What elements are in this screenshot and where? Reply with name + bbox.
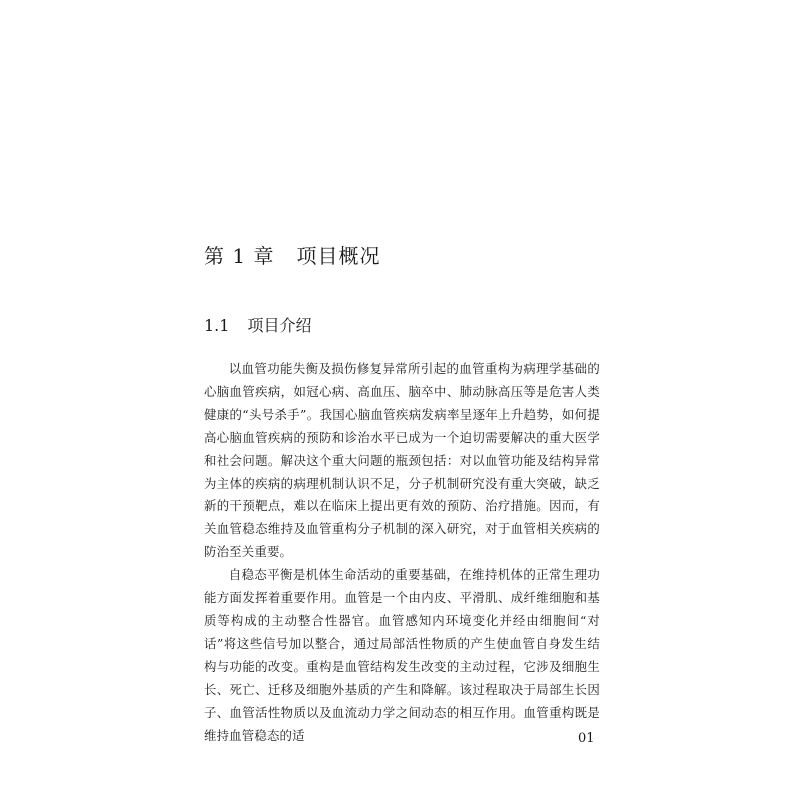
chapter-number: 第 1 章 — [204, 244, 275, 268]
paragraph-1: 以血管功能失衡及损伤修复异常所引起的血管重构为病理学基础的心脑血管疾病，如冠心病、高血压、脑卒中、肺动脉高压等是危害人类健康的“头号杀手”。我国心脑血管疾病发病率呈逐年上升趋势，如何提高心脑血管疾病的预防和诊治水平已成为一个迫切需要解决的重大医学和社会问题。解决这个重大问题的瓶颈包括：对以血管功能及结构异常为主体的疾病的病理机制认识不足，分子机制研究没有重大突破，缺乏新的干预靶点，难以在临床上提出更有效的预防、治疗措施。因而，有关血管稳态维持及血管重构分子机制的深入研究，对于血管相关疾病的防治至关重要。 — [204, 361, 600, 560]
chapter-title-text: 项目概况 — [296, 244, 381, 268]
chapter-heading — [204, 240, 380, 269]
section-heading — [204, 313, 311, 336]
page-number: 01 — [578, 731, 595, 746]
paragraph-2: 自稳态平衡是机体生命活动的重要基础，在维持机体的正常生理功能方面发挥着重要作用。血管是一个由内皮、平滑肌、成纤维细胞和基质等构成的主动整合性器官。血管感知内环境变化并经由细胞间“对话”将这些信号加以整合，通过局部活性物质的产生使血管自身发生结构与功能的改变。重构是血管结构发生改变的主动过程，它涉及细胞生长、死亡、迁移及细胞外基质的产生和降解。该过程取决于局部生长因子、血管活性物质以及血流动力学之间动态的相互作用。血管重构既是维持血管稳态的适 — [204, 567, 600, 743]
section-number: 1.1 — [204, 316, 230, 335]
body-text — [204, 358, 600, 747]
section-title-text: 项目介绍 — [247, 316, 312, 335]
